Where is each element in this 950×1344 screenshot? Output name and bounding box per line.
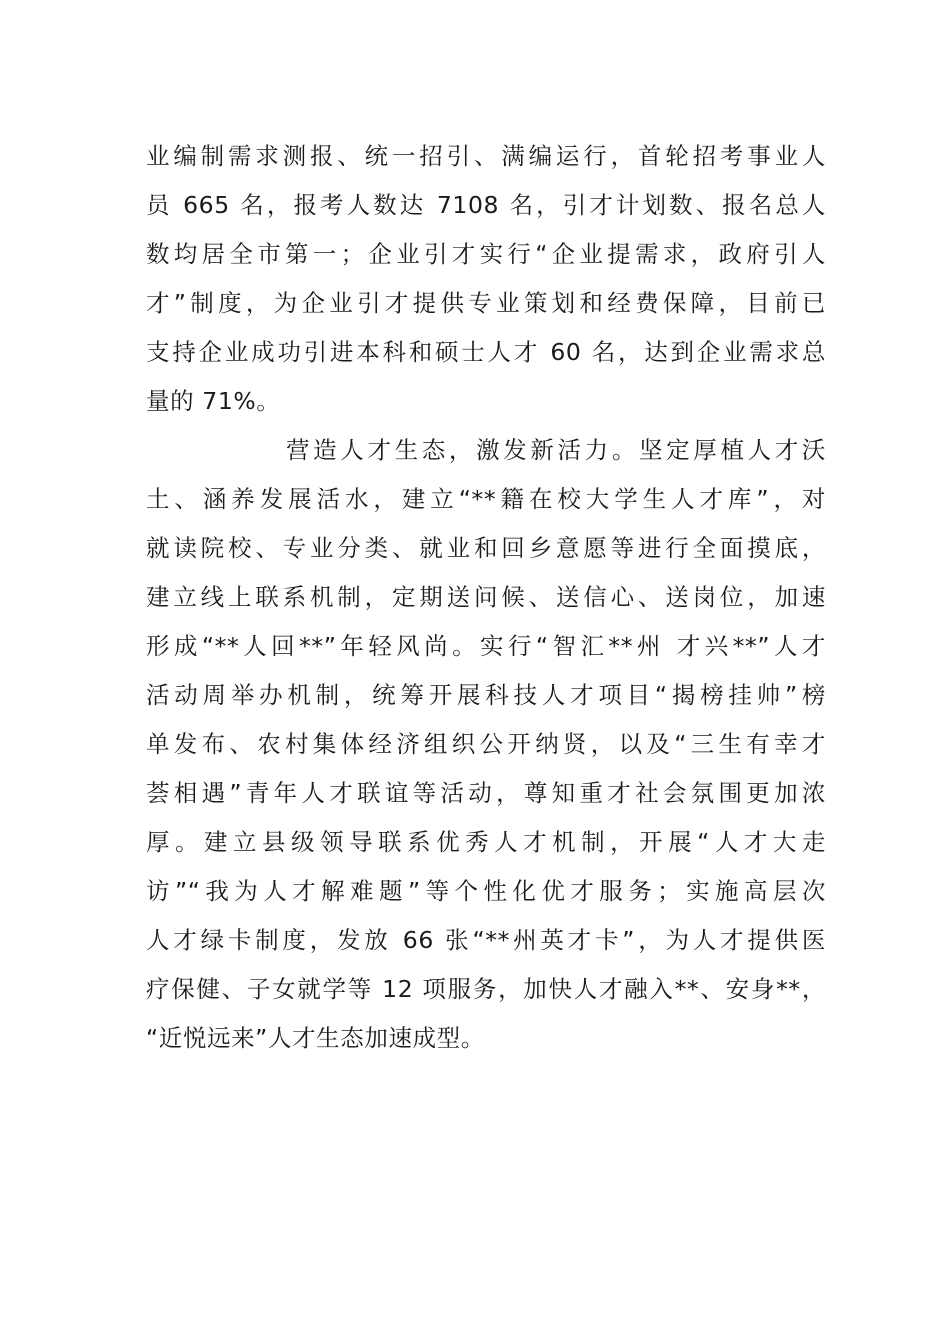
paragraph-line: 员 665 名，报考人数达 7108 名，引才计划数、报名总人 bbox=[146, 191, 826, 219]
paragraph-heading-line: 营造人才生态，激发新活力。坚定厚植人才沃 bbox=[286, 436, 826, 464]
paragraph-line: 疗保健、子女就学等 12 项服务，加快人才融入**、安身**， bbox=[146, 975, 826, 1003]
paragraph-line: 厚。建立县级领导联系优秀人才机制，开展“人才大走 bbox=[146, 828, 826, 856]
paragraph-2 bbox=[146, 426, 826, 1063]
paragraph-1 bbox=[146, 132, 826, 426]
paragraph-line: 单发布、农村集体经济组织公开纳贤，以及“三生有幸才 bbox=[146, 730, 826, 758]
paragraph-line: 建立线上联系机制，定期送问候、送信心、送岗位，加速 bbox=[146, 583, 826, 611]
paragraph-line: 人才绿卡制度，发放 66 张“**州英才卡”，为人才提供医 bbox=[146, 926, 826, 954]
paragraph-line: 数均居全市第一；企业引才实行“企业提需求，政府引人 bbox=[146, 240, 826, 268]
paragraph-line: 量的 71%。 bbox=[146, 387, 281, 415]
paragraph-line: 访”“我为人才解难题”等个性化优才服务；实施高层次 bbox=[146, 877, 826, 905]
paragraph-line: 荟相遇”青年人才联谊等活动，尊知重才社会氛围更加浓 bbox=[146, 779, 826, 807]
paragraph-line: 活动周举办机制，统筹开展科技人才项目“揭榜挂帅”榜 bbox=[146, 681, 826, 709]
paragraph-line: 形成“**人回**”年轻风尚。实行“智汇**州 才兴**”人才 bbox=[146, 632, 826, 660]
paragraph-line: 支持企业成功引进本科和硕士人才 60 名，达到企业需求总 bbox=[146, 338, 826, 366]
paragraph-line: 土、涵养发展活水，建立“**籍在校大学生人才库”，对 bbox=[146, 485, 826, 513]
paragraph-line: 业编制需求测报、统一招引、满编运行，首轮招考事业人 bbox=[146, 142, 826, 170]
paragraph-line: “近悦远来”人才生态加速成型。 bbox=[146, 1024, 485, 1052]
paragraph-line: 就读院校、专业分类、就业和回乡意愿等进行全面摸底， bbox=[146, 534, 826, 562]
paragraph-line: 才”制度，为企业引才提供专业策划和经费保障，目前已 bbox=[146, 289, 826, 317]
